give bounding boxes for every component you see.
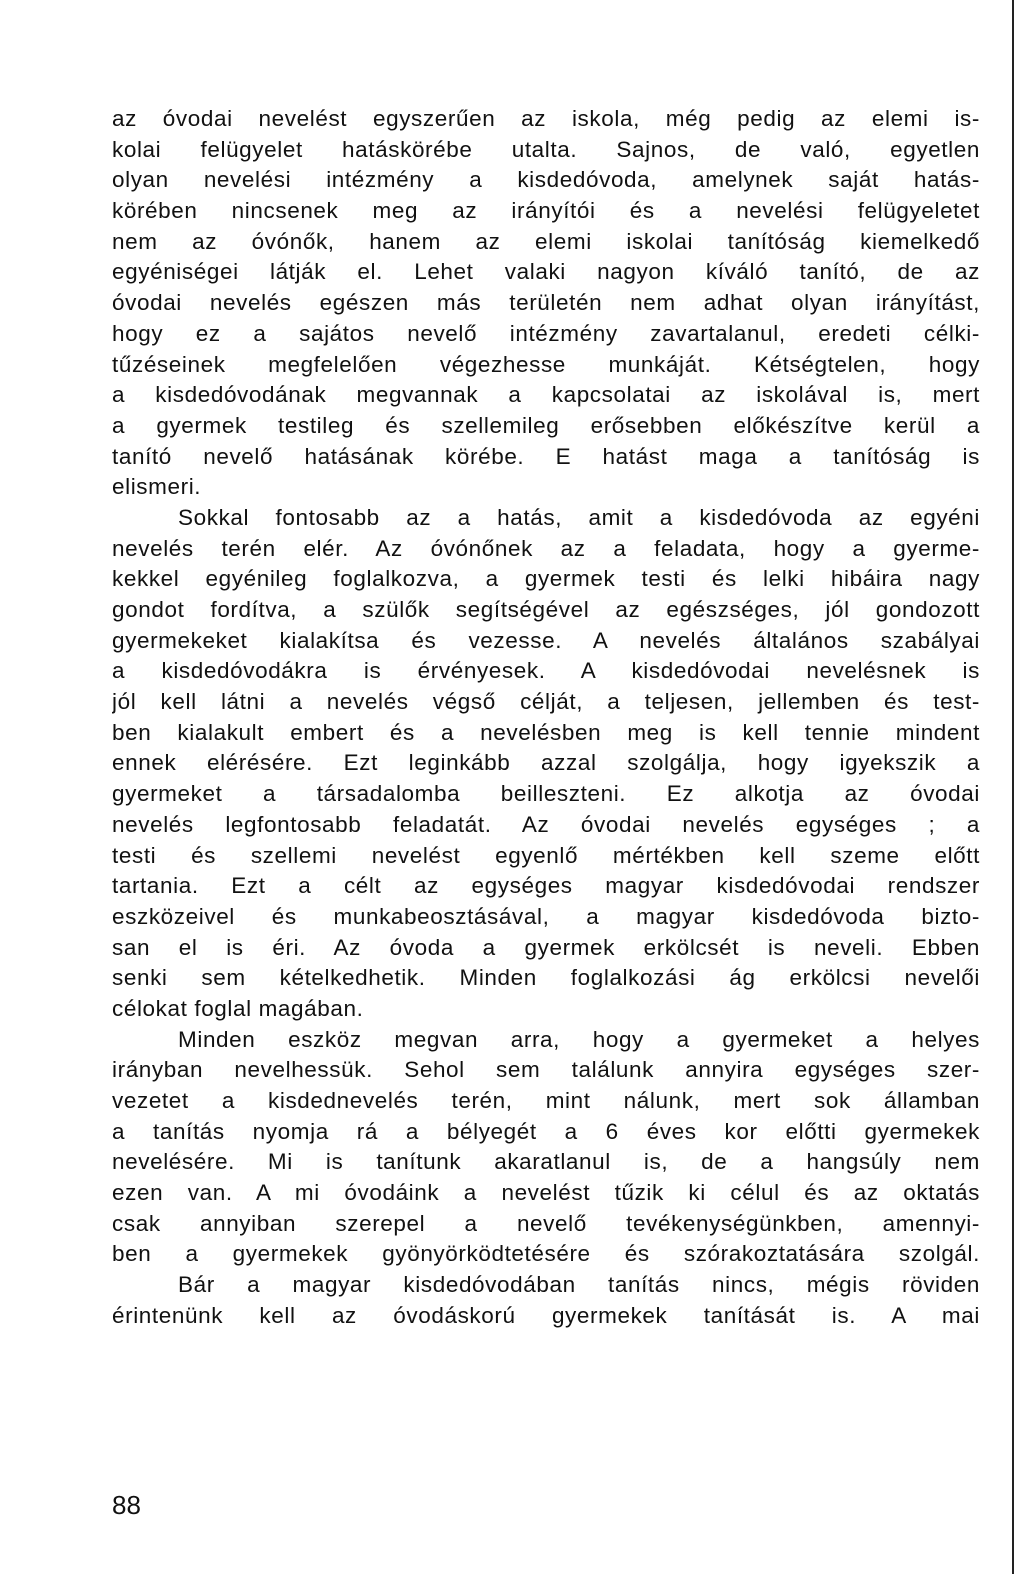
text-line: ben a gyermekek gyönyörködtetésére és szórakoztatására szolgál. [112, 1241, 980, 1267]
text-line: vezetet a kisdednevelés terén, mint nálunk, mert sok államban [112, 1088, 980, 1113]
text-line: irányban nevelhessük. Sehol sem találunk annyira egységes szer- [112, 1057, 980, 1083]
text-line: kekkel egyénileg foglalkozva, a gyermek testi és lelki hibáira nagy [112, 566, 980, 592]
text-line: nevelés legfontosabb feladatát. Az óvodai nevelés egységes ; a [112, 811, 980, 837]
text-line: ezen van. A mi óvodáink a nevelést tűzik ki célul és az oktatás [112, 1180, 980, 1206]
text-line: nem az óvónők, hanem az elemi iskolai tanítóság kiemelkedő [112, 228, 980, 254]
text-line: ennek elérésére. Ezt leginkább azzal szolgálja, hogy igyekszik a [112, 750, 980, 776]
text-line: senki sem kételkedhetik. Minden foglalkozási ág erkölcsi nevelői [112, 965, 980, 991]
text-line: a gyermek testileg és szellemileg erősebben előkészítve kerül a [112, 412, 980, 438]
text-line: jól kell látni a nevelés végső célját, a teljesen, jellemben és test- [112, 689, 980, 715]
page-number: 88 [112, 1490, 141, 1520]
text-line: a kisdedóvodákra is érvényesek. A kisdedóvodai nevelésnek is [112, 658, 980, 684]
text-line: érintenünk kell az óvodáskorú gyermekek tanítását is. A mai [112, 1302, 980, 1328]
text-line: kolai felügyelet hatáskörébe utalta. Sajnos, de való, egyetlen [112, 136, 980, 162]
text-line: gyermeket a társadalomba beilleszteni. Ez alkotja az óvodai [112, 781, 980, 807]
text-line: tartania. Ezt a célt az egységes magyar kisdedóvodai rendszer [112, 873, 980, 899]
text-line: egyéniségei látják el. Lehet valaki nagyon kíváló tanító, de az [112, 259, 980, 285]
text-line: hogy ez a sajátos nevelő intézmény zavartalanul, eredeti célki- [112, 320, 980, 346]
text-line: eszközeivel és munkabeosztásával, a magyar kisdedóvoda bizto- [112, 903, 980, 929]
text-line: elismeri. [112, 474, 202, 500]
paragraph-start-line: Sokkal fontosabb az a hatás, amit a kisdedóvoda az egyéni [178, 504, 980, 530]
text-line: ben kialakult embert és a nevelésben meg is kell tennie mindent [112, 719, 980, 745]
text-line: nevelésére. Mi is tanítunk akaratlanul is, de a hangsúly nem [112, 1149, 980, 1175]
text-line: óvodai nevelés egészen más területén nem adhat olyan irányítást, [112, 290, 980, 316]
text-line: az óvodai nevelést egyszerűen az iskola, még pedig az elemi is- [112, 106, 980, 131]
text-line: a kisdedóvodának megvannak a kapcsolatai az iskolával is, mert [112, 382, 980, 408]
text-line: nevelés terén elér. Az óvónőnek az a feladata, hogy a gyerme- [112, 535, 980, 561]
page-edge-line [1012, 0, 1014, 1574]
text-line: gyermekeket kialakítsa és vezesse. A nevelés általános szabályai [112, 627, 980, 653]
text-line: körében nincsenek meg az irányítói és a nevelési felügyeletet [112, 198, 980, 224]
text-line: olyan nevelési intézmény a kisdedóvoda, amelynek saját hatás- [112, 167, 980, 193]
text-line: san el is éri. Az óvoda a gyermek erkölcsét is neveli. Ebben [112, 934, 980, 960]
paragraph-start-line: Bár a magyar kisdedóvodában tanítás nincs, mégis röviden [178, 1272, 980, 1298]
body-text [112, 104, 980, 1332]
text-line: csak annyiban szerepel a nevelő tevékenységünkben, amennyi- [112, 1210, 980, 1236]
text-line: a tanítás nyomja rá a bélyegét a 6 éves kor előtti gyermekek [112, 1118, 980, 1144]
text-line: gondot fordítva, a szülők segítségével az egészséges, jól gondozott [112, 597, 980, 622]
text-line: célokat foglal magában. [112, 995, 364, 1021]
paragraph-start-line: Minden eszköz megvan arra, hogy a gyermeket a helyes [178, 1026, 980, 1052]
text-line: tűzéseinek megfelelően végezhesse munkáját. Kétségtelen, hogy [112, 351, 980, 377]
text-line: testi és szellemi nevelést egyenlő mértékben kell szeme előtt [112, 842, 980, 868]
text-line: tanító nevelő hatásának körébe. E hatást maga a tanítóság is [112, 443, 980, 469]
